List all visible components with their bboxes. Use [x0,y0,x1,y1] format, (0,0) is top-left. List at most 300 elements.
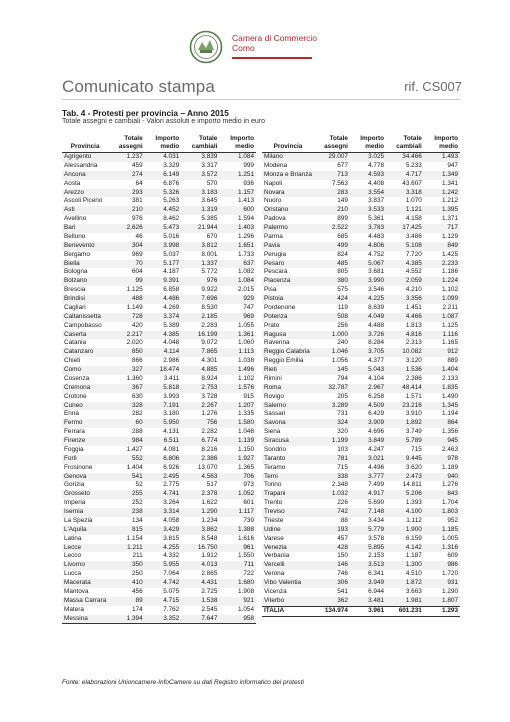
value-cell: 2.522 [314,224,350,233]
value-cell: 2.473 [386,473,424,482]
table-row [62,171,256,180]
value-cell: 52 [135,481,143,489]
province-name-cell: Firenze [62,437,108,446]
column-header-totale-cambiali: Totale cambiali [181,134,219,153]
value-cell: 1.154 [126,534,143,542]
value-cell: 1.912 [201,552,218,560]
value-cell: 88 [340,516,348,524]
total-value-cell: 601.231 [386,606,424,616]
column-header-totale-assegni: Totale assegni [108,134,144,153]
value-cell: 1.116 [424,331,460,340]
value-cell: 2.233 [424,260,460,269]
value-cell: 7.499 [368,481,385,489]
value-cell: 4.385 [145,331,182,340]
value-cell: 4.013 [181,561,219,570]
table-row [62,375,256,384]
value-cell: 1.290 [442,587,458,595]
table-row [62,410,256,419]
table-row [262,304,460,313]
value-cell: 8.924 [201,374,218,382]
value-cell: 5.895 [350,544,386,553]
value-cell: 1.733 [238,250,254,258]
value-cell: 89 [108,597,144,606]
province-name-cell: Massa Carrara [64,596,107,604]
value-cell: 756 [181,419,219,428]
value-cell: 1.296 [238,232,254,240]
table-row [62,197,256,206]
value-cell: 1.493 [424,153,460,162]
value-cell: 9.072 [201,339,218,347]
table-row [262,410,460,419]
value-cell: 541 [108,473,144,482]
table-row [62,206,256,215]
province-name-cell: Sondrio [264,445,287,453]
table-row [262,464,460,473]
table-row [262,313,460,322]
value-cell: 174 [131,605,143,613]
table-row [62,437,256,446]
table-row [62,597,256,606]
table-row [62,357,256,366]
value-cell: 1.189 [442,463,458,471]
value-cell: 2.313 [405,339,422,347]
table-row [62,561,256,570]
value-cell: 984 [108,437,144,446]
province-name-cell: Milano [262,153,314,162]
value-cell: 4.806 [350,242,386,251]
value-cell: 1.060 [238,339,254,347]
value-cell: 3.910 [405,410,422,418]
table-title: Tab. 4 - Protesti per provincia – Anno 2015 [62,108,229,118]
value-cell: 21.944 [181,224,219,233]
table-row [262,393,460,402]
value-cell: 7.762 [163,605,180,613]
value-cell: 4.100 [386,508,424,517]
value-cell: 6.944 [368,587,385,595]
value-cell: 1.276 [201,410,218,418]
value-cell: 1.102 [238,374,254,382]
value-cell: 3.839 [181,153,219,162]
value-cell: 381 [131,197,143,205]
table-row [62,419,256,428]
province-name-cell: Siena [264,428,281,436]
province-name-cell: Brescia [64,286,86,294]
value-cell: 1.316 [424,544,460,553]
value-cell: 3.993 [163,392,180,400]
table-row [262,197,460,206]
province-name-cell: Isernia [62,508,108,517]
province-name-cell: Vibo Valentia [262,579,314,588]
value-cell: 1.341 [442,179,458,187]
value-cell: 5.385 [201,215,218,223]
province-name-cell: Pesaro [262,260,314,269]
value-cell: 210 [314,206,350,215]
value-cell: 420 [131,321,143,329]
table-row [62,153,256,162]
organization-name: Camera di Commercio Como [232,33,318,53]
province-name-cell: Bolzano [62,277,108,286]
value-cell: 3.572 [181,171,219,180]
value-cell: 731 [337,410,348,418]
value-cell: 713 [314,171,350,180]
document-type: Comunicato stampa [62,77,215,96]
value-cell: 1.276 [442,481,458,489]
value-cell: 1.571 [405,392,422,400]
value-cell: 3.352 [145,615,182,624]
province-name-cell: La Spezia [64,516,93,524]
value-cell: 7.563 [331,179,348,187]
value-cell: 3.411 [163,374,180,382]
value-cell: 1.427 [126,445,143,453]
value-cell: 1.394 [108,615,144,624]
value-cell: 4.158 [405,215,422,223]
value-cell: 13.070 [197,463,218,471]
value-cell: 912 [424,348,460,357]
table-row [262,508,460,517]
value-cell: 711 [219,561,256,570]
value-cell: 2.348 [331,481,348,489]
value-cell: 46 [135,232,143,240]
value-cell: 4.816 [386,331,424,340]
province-name-cell: Vicenza [264,587,287,595]
value-cell: 5.818 [145,384,182,393]
value-cell: 969 [131,250,143,258]
value-cell: 324 [314,419,350,428]
table-row [262,339,460,348]
value-cell: 1.125 [442,321,458,329]
value-cell: 4.255 [145,544,182,553]
province-name-cell: Reggio Emilia [264,357,304,365]
value-cell: 1.102 [442,286,458,294]
value-cell: 1.908 [238,587,254,595]
value-cell: 3.289 [314,402,350,411]
value-cell: 1.335 [238,410,254,418]
value-cell: 978 [424,455,460,464]
value-cell: 728 [108,313,144,322]
value-cell: 5.389 [163,321,180,329]
province-name-cell: Verbania [264,552,290,560]
value-cell: 2.185 [181,313,219,322]
value-cell: 3.705 [350,348,386,357]
value-cell: 3.837 [368,197,385,205]
province-name-cell: Matera [64,605,84,613]
value-cell: 1.005 [442,534,458,542]
value-cell: 6.149 [145,171,182,180]
value-cell: 3.021 [350,455,386,464]
value-cell: 1.490 [442,392,458,400]
protests-table-right [262,134,460,617]
value-cell: 4.210 [405,286,422,294]
value-cell: 1.112 [406,516,422,524]
value-cell: 4.104 [368,374,385,382]
value-cell: 3.434 [368,516,385,524]
province-name-cell: Agrigento [62,153,108,162]
value-cell: 843 [424,490,460,499]
value-cell: 8.284 [368,339,385,347]
value-cell: 3.546 [368,286,385,294]
value-cell: 781 [314,455,350,464]
value-cell: 362 [314,597,350,606]
province-name-cell: Lecce [62,544,108,553]
value-cell: 1.404 [424,366,460,375]
province-name-cell: Sassari [264,410,286,418]
table-row [62,526,256,535]
province-name-cell: Catanzaro [62,348,108,357]
province-name-cell: Enna [64,410,79,418]
value-cell: 328 [108,402,144,411]
value-cell: 4.225 [350,295,386,304]
value-cell: 976 [181,277,219,286]
province-name-cell: Trapani [262,490,314,499]
value-cell: 1.242 [424,189,460,198]
value-cell: 282 [131,410,143,418]
value-cell: 1.251 [219,171,256,180]
value-cell: 4.593 [350,171,386,180]
value-cell: 4.486 [145,295,182,304]
value-cell: 5.326 [145,189,182,198]
value-cell: 1.237 [108,153,144,162]
value-cell: 1.087 [424,313,460,322]
table-row [262,481,460,490]
value-cell: 4.048 [163,339,180,347]
value-cell: 7.064 [163,570,180,578]
value-cell: 424 [314,295,350,304]
value-cell: 238 [108,508,144,517]
value-cell: 1.337 [181,260,219,269]
province-name-cell: Reggio Calabria [262,348,314,357]
value-cell: 517 [206,481,218,489]
province-name-cell: Cremona [62,384,108,393]
value-cell: 6.511 [145,437,182,446]
value-cell: 746 [337,570,348,578]
province-name-cell: Novara [262,189,314,198]
value-cell: 2.282 [201,428,218,436]
value-cell: 4.563 [181,473,219,482]
value-cell: 29.007 [314,153,350,162]
value-cell: 32.787 [314,384,350,393]
value-cell: 7.148 [350,508,386,517]
value-cell: 5.206 [386,490,424,499]
table-row [262,588,460,597]
value-cell: 815 [108,526,144,535]
value-cell: 3.645 [201,197,218,205]
province-name-cell: Lecco [64,552,82,560]
value-cell: 1.199 [314,437,350,446]
value-cell: 8.639 [368,303,385,311]
value-cell: 3.329 [163,161,180,169]
column-header-importo-medio-cambiali: Importo medio [424,134,460,153]
value-cell: 2.386 [405,374,422,382]
value-cell: 1.680 [219,579,256,588]
value-cell: 210 [108,206,144,215]
value-cell: 64 [135,179,143,187]
table-row [62,295,256,304]
value-cell: 1.403 [219,224,256,233]
table-row [262,490,460,499]
province-name-cell: Asti [62,206,108,215]
province-name-cell: Torino [264,481,282,489]
value-cell: 1.194 [442,410,458,418]
value-cell: 16.199 [181,331,219,340]
value-cell: 609 [447,552,458,560]
value-cell: 150 [337,552,348,560]
value-cell: 1.290 [181,508,219,517]
value-cell: 1.361 [219,331,256,340]
value-cell: 6.159 [405,534,422,542]
value-cell: 3.728 [201,392,218,400]
value-cell: 4.752 [368,250,385,258]
value-cell: 5.037 [163,250,180,258]
value-cell: 193 [314,526,350,535]
value-cell: 255 [108,490,144,499]
value-cell: 1.186 [442,268,458,276]
province-name-cell: Rieti [262,366,314,375]
value-cell: 1.356 [442,428,458,436]
province-name-cell: Bari [62,224,108,233]
table-row [262,153,460,162]
value-cell: 18.474 [145,366,182,375]
value-cell: 1.536 [386,366,424,375]
province-name-cell: L'Aquila [62,526,108,535]
province-name-cell: Catania [64,339,87,347]
value-cell: 2.059 [386,277,424,286]
value-cell: 48.414 [386,384,424,393]
value-cell: 969 [219,313,256,322]
value-cell: 866 [131,357,143,365]
value-cell: 3.317 [201,161,218,169]
table-row [62,535,256,544]
value-cell: 717 [424,224,460,233]
table-subtitle: Totale assegni e cambiali - Valori assoluti e importo medio in euro [62,118,265,125]
province-name-cell: Forlì [62,455,108,464]
value-cell: 2.211 [442,303,458,311]
table-row [262,331,460,340]
table-row [262,437,460,446]
value-cell: 999 [243,161,254,169]
value-cell: 320 [337,428,348,436]
value-cell: 3.481 [350,597,386,606]
value-cell: 670 [206,232,218,240]
province-name-cell: Perugia [264,250,287,258]
value-cell: 1.125 [126,286,143,294]
value-cell: 5.473 [145,224,182,233]
value-cell: 1.048 [238,428,254,436]
value-cell: 6.258 [368,392,385,400]
page-header [0,0,510,110]
value-cell: 145 [314,366,350,375]
chamber-logo-icon [189,30,223,64]
table-row [262,348,460,357]
value-cell: 205 [337,392,348,400]
value-cell: 1.117 [219,508,256,517]
province-name-cell: Terni [262,473,314,482]
value-cell: 742 [314,508,350,517]
value-cell: 722 [243,570,254,578]
value-cell: 2.283 [201,321,218,329]
value-cell: 5.075 [163,587,180,595]
value-cell: 4.269 [163,303,180,311]
province-name-cell: Roma [262,384,314,393]
total-value-cell: 3.961 [350,606,386,616]
table-row [62,464,256,473]
table-row [262,473,460,482]
value-cell: 1.388 [219,526,256,535]
value-cell: 3.318 [386,189,424,198]
province-name-cell: Cagliari [64,303,86,311]
value-cell: 5.263 [163,197,180,205]
value-cell: 604 [131,268,143,276]
table-row [62,268,256,277]
value-cell: 3.862 [181,526,219,535]
value-cell: 1.070 [405,197,422,205]
table-row [62,446,256,455]
value-cell: 338 [314,473,350,482]
province-name-cell: Ancona [62,171,108,180]
value-cell: 1.187 [405,552,422,560]
value-cell: 3.783 [350,224,386,233]
value-cell: 1.538 [181,597,219,606]
value-cell: 3.025 [350,153,386,162]
value-cell: 485 [314,260,350,269]
province-name-cell: Potenza [262,313,314,322]
value-cell: 43.607 [402,179,422,187]
table-row [262,162,460,171]
province-name-cell: Pescara [264,268,288,276]
value-cell: 1.892 [386,419,424,428]
value-cell: 4.058 [163,516,180,524]
table-row [262,357,460,366]
value-cell: 715 [337,463,348,471]
value-cell: 99 [108,277,144,286]
table-row [262,180,460,189]
value-cell: 3.314 [145,508,182,517]
table-row [62,304,256,313]
table-row [262,224,460,233]
value-cell: 947 [447,161,458,169]
table-row [262,189,460,198]
value-cell: 1.234 [201,516,218,524]
province-name-cell: Ascoli Piceno [64,197,103,205]
value-cell: 4.742 [145,579,182,588]
value-cell: 4.496 [368,463,385,471]
value-cell: 601 [243,499,254,507]
table-row [62,481,256,490]
table-row [262,242,460,251]
value-cell: 1.084 [219,153,256,162]
table-row [62,552,256,561]
value-cell: 23.216 [386,402,424,411]
value-cell: 945 [424,437,460,446]
value-cell: 1.580 [219,419,256,428]
value-cell: 6.926 [163,463,180,471]
value-cell: 1.651 [219,242,256,251]
value-cell: 7.191 [145,402,182,411]
value-cell: 2.386 [181,455,219,464]
province-name-cell: Alessandria [64,161,98,169]
value-cell: 1.496 [219,366,256,375]
table-header-row [62,134,256,153]
table-row [62,180,256,189]
value-cell: 380 [314,277,350,286]
province-name-cell: Trento [264,499,283,507]
value-cell: 2.495 [145,473,182,482]
value-cell: 575 [337,286,348,294]
value-cell: 1.345 [424,402,460,411]
value-cell: 4.049 [350,313,386,322]
value-cell: 1.576 [219,384,256,393]
province-name-cell: Benevento [62,242,108,251]
table-row [262,579,460,588]
